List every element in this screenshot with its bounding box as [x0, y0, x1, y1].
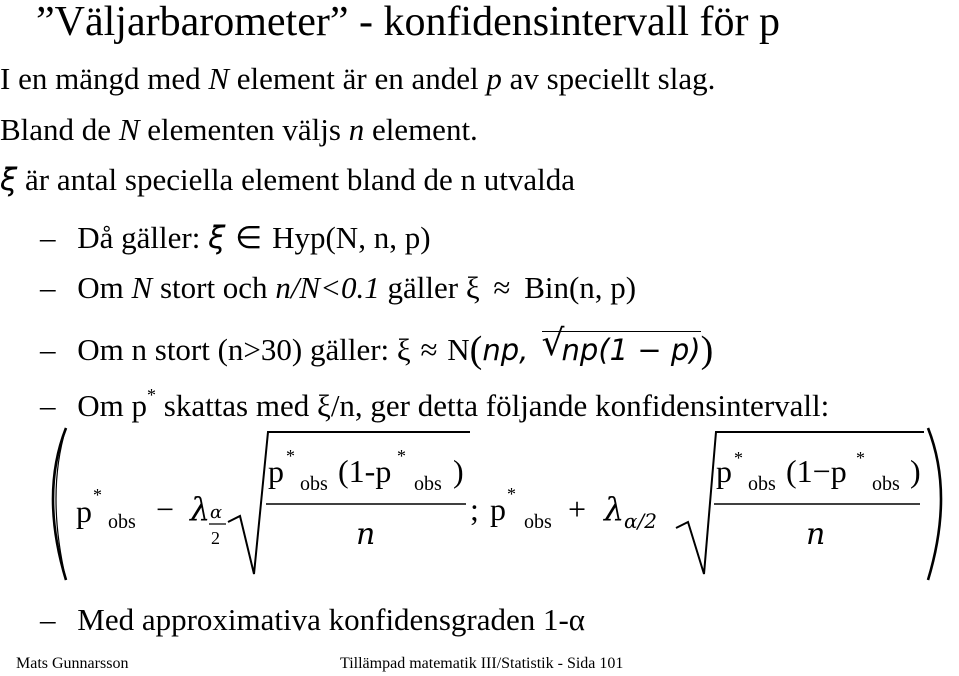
normal-variance: np(1 − p) [561, 333, 701, 367]
denominator-n: n [356, 517, 376, 552]
text: I en mängd med [0, 61, 209, 96]
lambda: λ [604, 490, 625, 528]
bullet-dash: – [40, 388, 56, 423]
p: p [716, 453, 732, 489]
star: * [734, 448, 743, 468]
text: av speciellt slag. [501, 61, 716, 96]
confidence-interval-formula [0, 424, 959, 604]
intro-line-1 [0, 61, 715, 97]
text: är antal speciella element bland de n utvalda [17, 162, 576, 197]
lambda: λ [190, 490, 211, 528]
star: * [856, 448, 865, 468]
obs-subscript: obs [108, 511, 136, 533]
footer-author: Mats Gunnarsson [16, 655, 129, 672]
p: p [268, 453, 284, 489]
bullet-dash: – [40, 220, 56, 255]
big-left-paren [53, 428, 66, 580]
footer-course: Tillämpad matematik III/Statistik - Sida 101 [340, 655, 624, 672]
text: Med approximativa konfidensgraden 1-α [77, 602, 586, 637]
star: * [397, 446, 406, 466]
obs-subscript: obs [872, 473, 900, 495]
condition: n/N<0.1 [275, 270, 380, 305]
element-of-symbol: ∈ [225, 220, 273, 256]
text: stort och [152, 270, 276, 305]
obs-subscript: obs [748, 473, 776, 495]
numerator-part: (1−p [786, 453, 847, 489]
var-p: p [486, 61, 502, 96]
star: * [93, 485, 102, 505]
var-xi: ξ [208, 220, 226, 256]
obs-subscript: obs [414, 473, 442, 495]
slide-title: ”Väljarbarometer” - konfidensintervall för p [36, 0, 781, 45]
denominator-n: n [806, 517, 826, 552]
text: Då gäller: [77, 220, 209, 255]
bullet-dash: – [40, 332, 56, 367]
var-N: N [131, 270, 153, 305]
var-n: n [348, 112, 365, 147]
bullet-dash: – [40, 602, 56, 637]
star: * [286, 446, 295, 466]
text: N [439, 332, 470, 367]
obs-subscript: obs [524, 511, 552, 533]
two-denominator: 2 [211, 528, 220, 548]
numerator-part: ) [910, 453, 921, 489]
approx-symbol: ≈ [493, 270, 511, 305]
bullet-confidence-level [40, 602, 585, 638]
star: * [507, 484, 516, 504]
approx-symbol: ≈ [420, 332, 438, 367]
bullet-normal [40, 323, 714, 371]
text: gäller ξ [379, 270, 488, 305]
p-estimate: p [76, 493, 92, 529]
bullet-hypergeometric [40, 220, 431, 256]
text: skattas med ξ/n, ger detta följande konfidensintervall: [156, 388, 830, 423]
sqrt-symbol: √ [541, 323, 565, 364]
text: Om [77, 270, 132, 305]
bullet-dash: – [40, 270, 56, 305]
obs-subscript: obs [300, 473, 328, 495]
close-paren: ) [700, 329, 714, 371]
numerator-part: (1-p [338, 453, 392, 489]
bullet-binomial [40, 270, 636, 306]
semicolon: ; [470, 491, 479, 527]
text: elementen väljs [139, 112, 349, 147]
bullet-estimate [40, 384, 830, 424]
intro-line-2 [0, 112, 478, 148]
text: Bin(n, p) [516, 270, 637, 305]
numerator-part: ) [453, 453, 464, 489]
big-right-paren [928, 428, 941, 580]
text: Om n stort (n>30) gäller: ξ [77, 332, 419, 367]
text: Hyp(N, n, p) [272, 220, 431, 255]
text: element. [364, 112, 478, 147]
normal-mean: np, [482, 333, 538, 367]
star: * [147, 384, 156, 405]
minus-sign: − [156, 491, 175, 527]
intro-line-3 [0, 162, 575, 198]
plus-sign: + [568, 491, 587, 527]
alpha-half-subscript: α/2 [624, 509, 657, 533]
open-paren: ( [469, 329, 483, 371]
text: Bland de [0, 112, 119, 147]
sqrt-expression [541, 323, 701, 368]
p-estimate: p [490, 491, 506, 527]
text: Om p [77, 388, 147, 423]
alpha-numerator: α [210, 502, 223, 523]
text: element är en andel [229, 61, 487, 96]
var-N: N [118, 112, 140, 147]
var-xi: ξ [0, 162, 18, 198]
var-N: N [208, 61, 230, 96]
